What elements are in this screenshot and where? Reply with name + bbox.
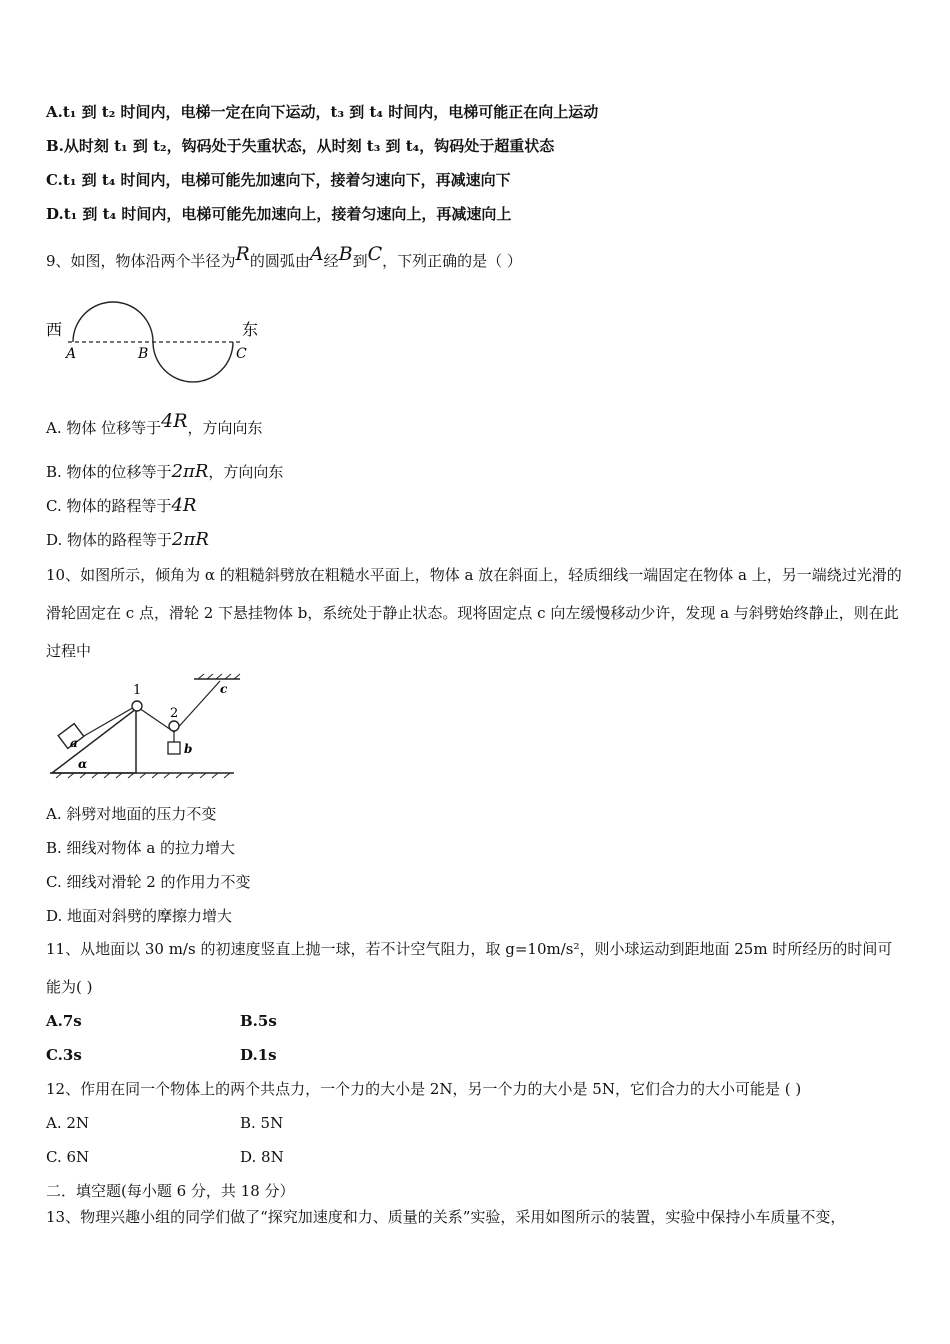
q10-label-c: c: [220, 682, 228, 696]
q10-option-a: A. 斜劈对地面的压力不变: [46, 805, 217, 823]
q10-label-a: a: [70, 736, 78, 750]
q9-stem: [46, 243, 522, 271]
q11-stem: 11、从地面以 30 m/s 的初速度竖直上抛一球，若不计空气阻力，取 g=10m/s²，则小球运动到距地面 25m 时所经历的时间可能为( ): [46, 940, 893, 996]
q11-option-d: D.1s: [240, 1046, 277, 1064]
q9-option-a-text: A. 物体 位移等于: [46, 419, 162, 437]
q9-option-d-math: 2πR: [172, 529, 209, 550]
q8-option-a: A.t₁ 到 t₂ 时间内，电梯一定在向下运动，t₃ 到 t₄ 时间内，电梯可能正在向上运动: [46, 103, 599, 121]
section-2-heading: 二．填空题(每小题 6 分，共 18 分）: [46, 1182, 295, 1200]
q13-stem: 13、物理兴趣小组的同学们做了“探究加速度和力、质量的关系”实验，采用如图所示的装置，实验中保持小车质量不变，: [46, 1208, 846, 1226]
q9-stem-text: ，下列正确的是（ ）: [382, 252, 522, 270]
q9-option-b-text: B. 物体的位移等于: [46, 463, 172, 481]
q9-stem-text: 经: [323, 252, 339, 270]
q9-option-d: [46, 530, 209, 550]
q10-pulley-1: [132, 701, 142, 711]
q9-arc-figure: [44, 290, 274, 390]
q9-var-r: R: [235, 243, 250, 265]
q9-var-c: C: [367, 243, 383, 265]
q9-option-a-text: ，方向向东: [187, 419, 263, 437]
q10-label-b: b: [184, 742, 193, 756]
q10-label-1: 1: [133, 683, 142, 698]
q10-incline-figure: [44, 672, 244, 782]
q9-option-b: [46, 462, 283, 482]
q9-option-a-math: 4R: [161, 410, 188, 432]
q9-option-c-text: C. 物体的路程等于: [46, 497, 172, 515]
q9-stem-text: 到: [352, 252, 368, 270]
q9-stem-text: 9、如图，物体沿两个半径为: [46, 252, 236, 270]
q9-option-b-text: ，方向向东: [208, 463, 284, 481]
q9-lower-arc: [153, 342, 233, 382]
q9-east-label: 东: [242, 320, 259, 339]
q8-option-c: C.t₁ 到 t₄ 时间内，电梯可能先加速向下，接着匀速向下，再减速向下: [46, 171, 511, 189]
q8-option-b: B.从时刻 t₁ 到 t₂，钩码处于失重状态，从时刻 t₃ 到 t₄，钩码处于超重状态: [46, 137, 555, 155]
q10-label-alpha: α: [78, 757, 88, 771]
q9-west-label: 西: [46, 320, 63, 339]
q9-option-c-math: 4R: [171, 495, 197, 516]
q11-option-c: C.3s: [46, 1046, 82, 1064]
q8-option-d: D.t₁ 到 t₄ 时间内，电梯可能先加速向上，接着匀速向上，再减速向上: [46, 205, 512, 223]
q10-string: [84, 681, 220, 736]
q11-option-a: A.7s: [46, 1012, 82, 1030]
q10-block-b: [168, 742, 180, 754]
q12-option-d: D. 8N: [240, 1148, 284, 1166]
q12-stem: 12、作用在同一个物体上的两个共点力，一个力的大小是 2N，另一个力的大小是 5N，它们合力的大小可能是 ( ): [46, 1080, 802, 1098]
q9-point-c-label: C: [236, 346, 247, 362]
q9-option-d-text: D. 物体的路程等于: [46, 531, 173, 549]
q9-point-a-label: A: [66, 346, 77, 362]
q9-upper-arc: [73, 302, 153, 342]
q9-option-c: [46, 496, 197, 516]
q9-var-a: A: [309, 243, 324, 265]
q9-option-a: [46, 410, 263, 438]
q9-point-b-label: B: [138, 346, 149, 362]
q11-option-b: B.5s: [240, 1012, 277, 1030]
q10-stem: 10、如图所示，倾角为 α 的粗糙斜劈放在粗糙水平面上，物体 a 放在斜面上，轻质细线一端固定在物体 a 上，另一端绕过光滑的滑轮固定在 c 点，滑轮 2 下悬挂物体 b，系统处于静止状态。现将固定点 c 向左缓慢移动少许，发现 a 与斜劈始终静止，则在此过程中: [46, 566, 902, 660]
q9-stem-text: 的圆弧由: [249, 252, 310, 270]
q9-option-b-math: 2πR: [171, 461, 209, 482]
q12-option-b: B. 5N: [240, 1114, 284, 1132]
q12-option-c: C. 6N: [46, 1148, 90, 1166]
q10-option-c: C. 细线对滑轮 2 的作用力不变: [46, 873, 251, 891]
q10-option-b: B. 细线对物体 a 的拉力增大: [46, 839, 236, 857]
q12-option-a: A. 2N: [46, 1114, 90, 1132]
q9-var-b: B: [338, 243, 353, 265]
q10-pulley-2: [169, 721, 179, 731]
q10-option-d: D. 地面对斜劈的摩擦力增大: [46, 907, 233, 925]
q10-label-2: 2: [170, 706, 179, 721]
